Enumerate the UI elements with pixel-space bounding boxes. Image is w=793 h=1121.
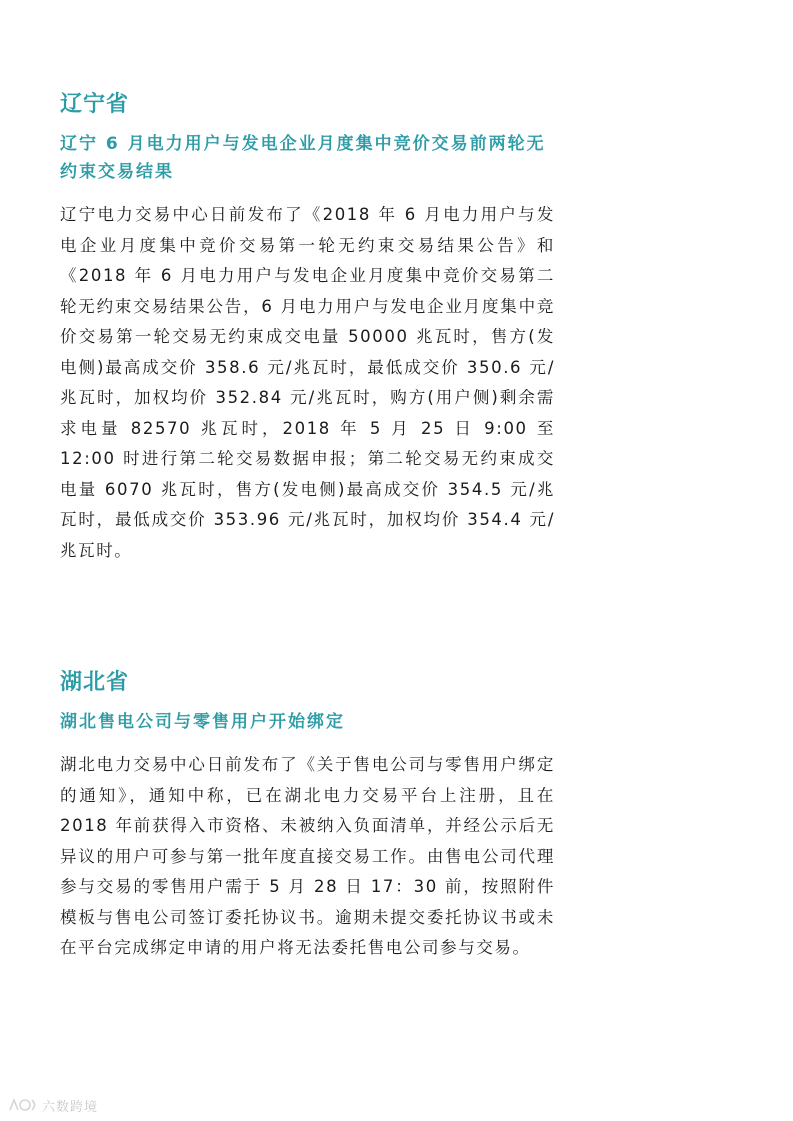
article-headline: 湖北售电公司与零售用户开始绑定	[60, 712, 345, 732]
watermark	[8, 1094, 98, 1116]
brand-logo-icon	[8, 1097, 38, 1113]
section-hubei	[60, 668, 555, 964]
article-body: 辽宁电力交易中心日前发布了《2018 年 6 月电力用户与发电企业月度集中竞价交易第一轮无约束交易结果公告》和《2018 年 6 月电力用户与发电企业月度集中竞价交易第二轮无约束交易结果公告，6 月电力用户与发电企业月度集中竞价交易第一轮交易无约束成交电量 50000 兆瓦时，售方(发电侧)最高成交价 358.6 元/兆瓦时，最低成交价 350.6 元/兆瓦时，加权均价 352.84 元/兆瓦时，购方(用户侧)剩余需求电量 82570 兆瓦时，2018 年 5 月 25 日 9:00 至 12:00 时进行第二轮交易数据申报；第二轮交易无约束成交电量 6070 兆瓦时，售方(发电侧)最高成交价 354.5 元/兆瓦时，最低成交价 353.96 元/兆瓦时，加权均价 354.4 元/兆瓦时。	[60, 205, 555, 560]
section-liaoning	[60, 90, 555, 566]
article-headline: 辽宁 6 月电力用户与发电企业月度集中竞价交易前两轮无约束交易结果	[60, 134, 546, 182]
article-body: 湖北电力交易中心日前发布了《关于售电公司与零售用户绑定的通知》，通知中称，已在湖北电力交易平台上注册，且在 2018 年前获得入市资格、未被纳入负面清单，并经公示后无异议的用户可参与第一批年度直接交易工作。由售电公司代理参与交易的零售用户需于 5 月 28 日 17：30 前，按照附件模板与售电公司签订委托协议书。逾期未提交委托协议书或未在平台完成绑定申请的用户将无法委托售电公司参与交易。	[60, 755, 555, 957]
province-heading: 湖北省	[60, 670, 130, 695]
province-heading: 辽宁省	[60, 92, 130, 117]
watermark-text: 六数跨境	[42, 1099, 99, 1115]
